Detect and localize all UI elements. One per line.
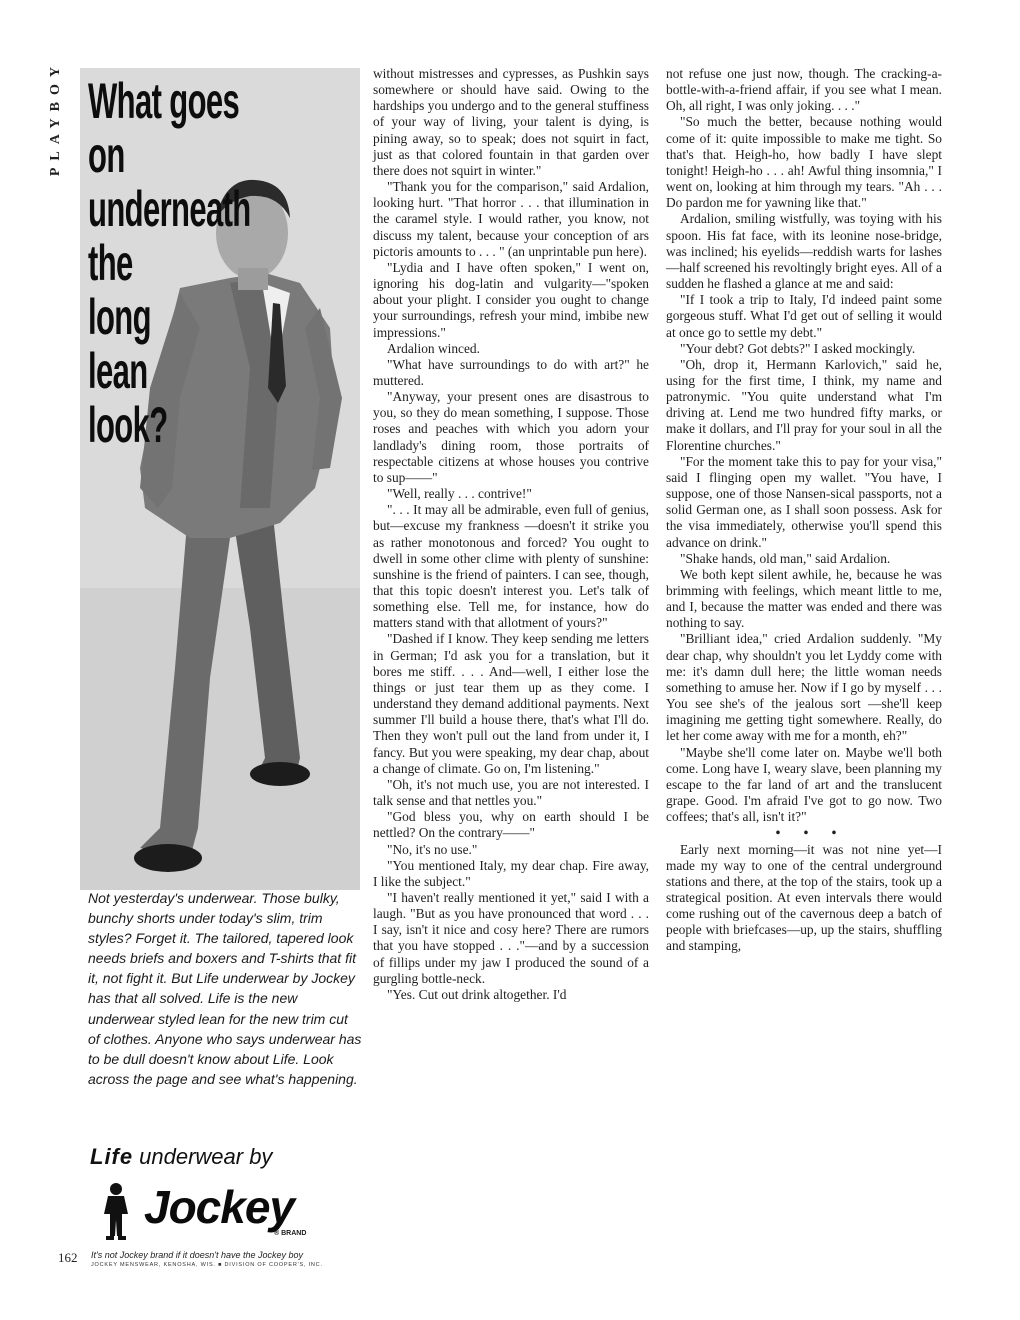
jockey-wordmark: Jockey [144,1181,295,1233]
magazine-masthead: PLAYBOY [48,60,63,177]
brand-registration: ® BRAND [274,1230,307,1237]
article-paragraph: "Lydia and I have often spoken," I went on, ignoring his dog-latin and vulgarity—"spoken about your plight. I consider you ought to change your surroundings, refresh your mind, imbibe new impressions." [373,259,649,340]
page-number: 162 [58,1250,78,1265]
headline-line: lean [88,343,148,399]
article-paragraph: "Dashed if I know. They keep sending me letters in German; I'd ask you for a translation, but it bores me stiff. . . . And—well, I either lose the things or just tear them up as they come. I understand they demand additional payments. Next summer I'll build a house there, that's what I'll do. Then they won't pull out the land from under it, I fancy. But you were speaking, my dear chap, about a change of climate. Go on, I'm listening." [373,631,649,776]
article-paragraph: "I haven't really mentioned it yet," said I with a laugh. "But as you have pronounced that word . . . I say, isn't it nice and cosy here? There are rumors that you have stopped . . ."—and by a succession of fillips under my jaw I produced the sound of a gurgling bottle-neck. [373,889,649,986]
article-paragraph: "Oh, drop it, Hermann Karlovich," said he, using for the first time, I think, my name and patronymic. "You quite understand what I'm driving at. Lend me two hundred fifty marks, or make it dollars, and I'll pray for your soul in all the Florentine churches." [666,356,942,453]
article-paragraph: "Shake hands, old man," said Ardalion. [680,550,891,566]
article-paragraph: ". . . It may all be admirable, even full of genius, but—excuse my frankness —doesn't it strike you as rather monotonous and forced? You ought to dwell in some other clime with plenty of sunshine: sunshine is the friend of painters. I can see, though, that this topic doesn't interest you. Let's talk of something else. Tell me, for instance, how do matters stand with that allotment of yours?" [373,502,649,631]
article-column-3 [666,66,942,955]
article-paragraph: Early next morning—it was not nine yet—I made my way to one of the central underground stations and there, at the top of the stairs, took up a strategical position. At even intervals there would come rushing out of the cavernous deep a batch of people with briefcases—up, up the stairs, shuffling and stamping, [666,841,942,954]
article-paragraph: "Yes. Cut out drink altogether. I'd [387,986,567,1002]
article-paragraph: "What have surroundings to do with art?" he muttered. [373,356,649,388]
article-paragraph: "You mentioned Italy, my dear chap. Fire away, I like the subject." [373,857,649,889]
article-paragraph: "Brilliant idea," cried Ardalion suddenly. "My dear chap, why shouldn't you let Lyddy come with me: it's damn dull here; the little woman needs something to amuse her. Now if I go by myself . . . You see she's of the jealous sort —she'll keep imagining me getting tight somewhere. Really, do let her come away with me for a month, eh?" [666,631,942,744]
article-paragraph: "For the moment take this to pay for your visa," said I flinging open my wallet. "You have, I suppose, one of those Nansen-sical passports, not a solid German one, as I shall soon possess. Ask for the visa immediately, otherwise you'll spend this advance on drink." [666,453,942,550]
headline-line: look? [88,397,168,453]
ad-body-copy [88,888,363,1089]
article-paragraph: "Maybe she'll come later on. Maybe we'll both come. Long have I, weary slave, been planning my escape to the far land of art and the translucent grape. Good. I'm afraid I've got to go now. Two coffees; that's all, isn't it?" [666,744,942,825]
article-paragraph: We both kept silent awhile, he, because he was brimming with feelings, which meant little to me, and I, because the matter was ended and there was nothing to say. [666,566,942,631]
section-break: • • • [775,825,847,841]
article-paragraph: "Anyway, your present ones are disastrous to you, so they do mean something, I suppose. Those roses and peaches with which you adorn your landlady's dining room, those portraits of respectable citizens at whose houses you contrive to sup——" [373,389,649,485]
headline-line: What goes on [88,73,240,183]
article-paragraph: "If I took a trip to Italy, I'd indeed paint some gorgeous stuff. What I'd get out of selling it would at once go to settle my debt." [666,292,942,340]
headline-line: long [88,289,151,345]
article-paragraph: "So much the better, because nothing would come of it: quite impossible to make me tight. So that's that. Heigh-ho, how badly I have slept tonight! Heigh-ho . . . ah! Awful thing insomnia," I went on, looking at him through my tears. "Ah . . . Do pardon me for yawning like that." [666,114,942,211]
article-paragraph: "No, it's no use." [387,841,478,857]
ad-headline [88,74,257,452]
advertisement-photo [80,68,360,890]
headline-line: underneath [88,181,251,237]
article-paragraph: "Oh, it's not much use, you are not interested. I talk sense and that nettles you." [373,776,649,809]
ad-tagline: It's not Jockey brand if it doesn't have the Jockey boy [91,1250,304,1260]
life-brand-mark: Life [90,1144,134,1169]
jockey-boy-icon [94,1180,138,1242]
article-paragraph: "God bless you, why on earth should I be nettled? On the contrary——" [373,809,649,841]
brand-line-text: underwear by [139,1144,273,1169]
brand-line [90,1144,360,1170]
article-paragraph: without mistresses and cypresses, as Pushkin says somewhere or should have said. Owing to the hardships you undergo and to the general stuffiness of your way of living, your talent is dying, is pining away, so to speak; does not squirt in fact, just as that colored fountain in that garden over there does not squirt in winter." [373,66,649,178]
article-paragraph: "Well, really . . . contrive!" [387,486,532,502]
article-paragraph: Ardalion winced. [387,340,480,356]
article-column-2 [373,66,649,1003]
article-paragraph: Ardalion, smiling wistfully, was toying with his spoon. His fat face, with its leonine nose-bridge, was inclined; his eyelids—reddish warts for lashes—half screened his revoltingly bright eyes. All of a sudden he flashed a glance at me and said: [666,211,942,292]
headline-line: the [88,235,133,291]
article-paragraph: not refuse one just now, though. The cracking-a-bottle-with-a-friend affair, if you see what I mean. Oh, all right, I was only joking. . . ." [666,66,942,114]
jockey-logo [94,1180,364,1242]
article-paragraph: "Thank you for the comparison," said Ardalion, looking hurt. "That horror . . . that illumination in the caramel style. I would rather, you know, not discuss my talent, because your conception of ars pictoris amounts to . . . " (an unprintable pun here). [373,179,649,259]
ad-imprint: JOCKEY MENSWEAR, KENOSHA, WIS. ■ DIVISION OF COOPER'S, INC. [91,1262,323,1268]
ad-body-text: Not yesterday's underwear. Those bulky, bunchy shorts under today's slim, trim styles? Forget it. The tailored, tapered look needs briefs and boxers and T-shirts that fit it, not fight it. But Life underwear by Jockey has that all solved. Life is the new underwear styled lean for the new trim cut of clothes. Anyone who says underwear has to be dull doesn't know about Life. Look across the page and see what's happening. [88,890,362,1087]
article-paragraph: "Your debt? Got debts?" I asked mockingly. [680,340,916,356]
